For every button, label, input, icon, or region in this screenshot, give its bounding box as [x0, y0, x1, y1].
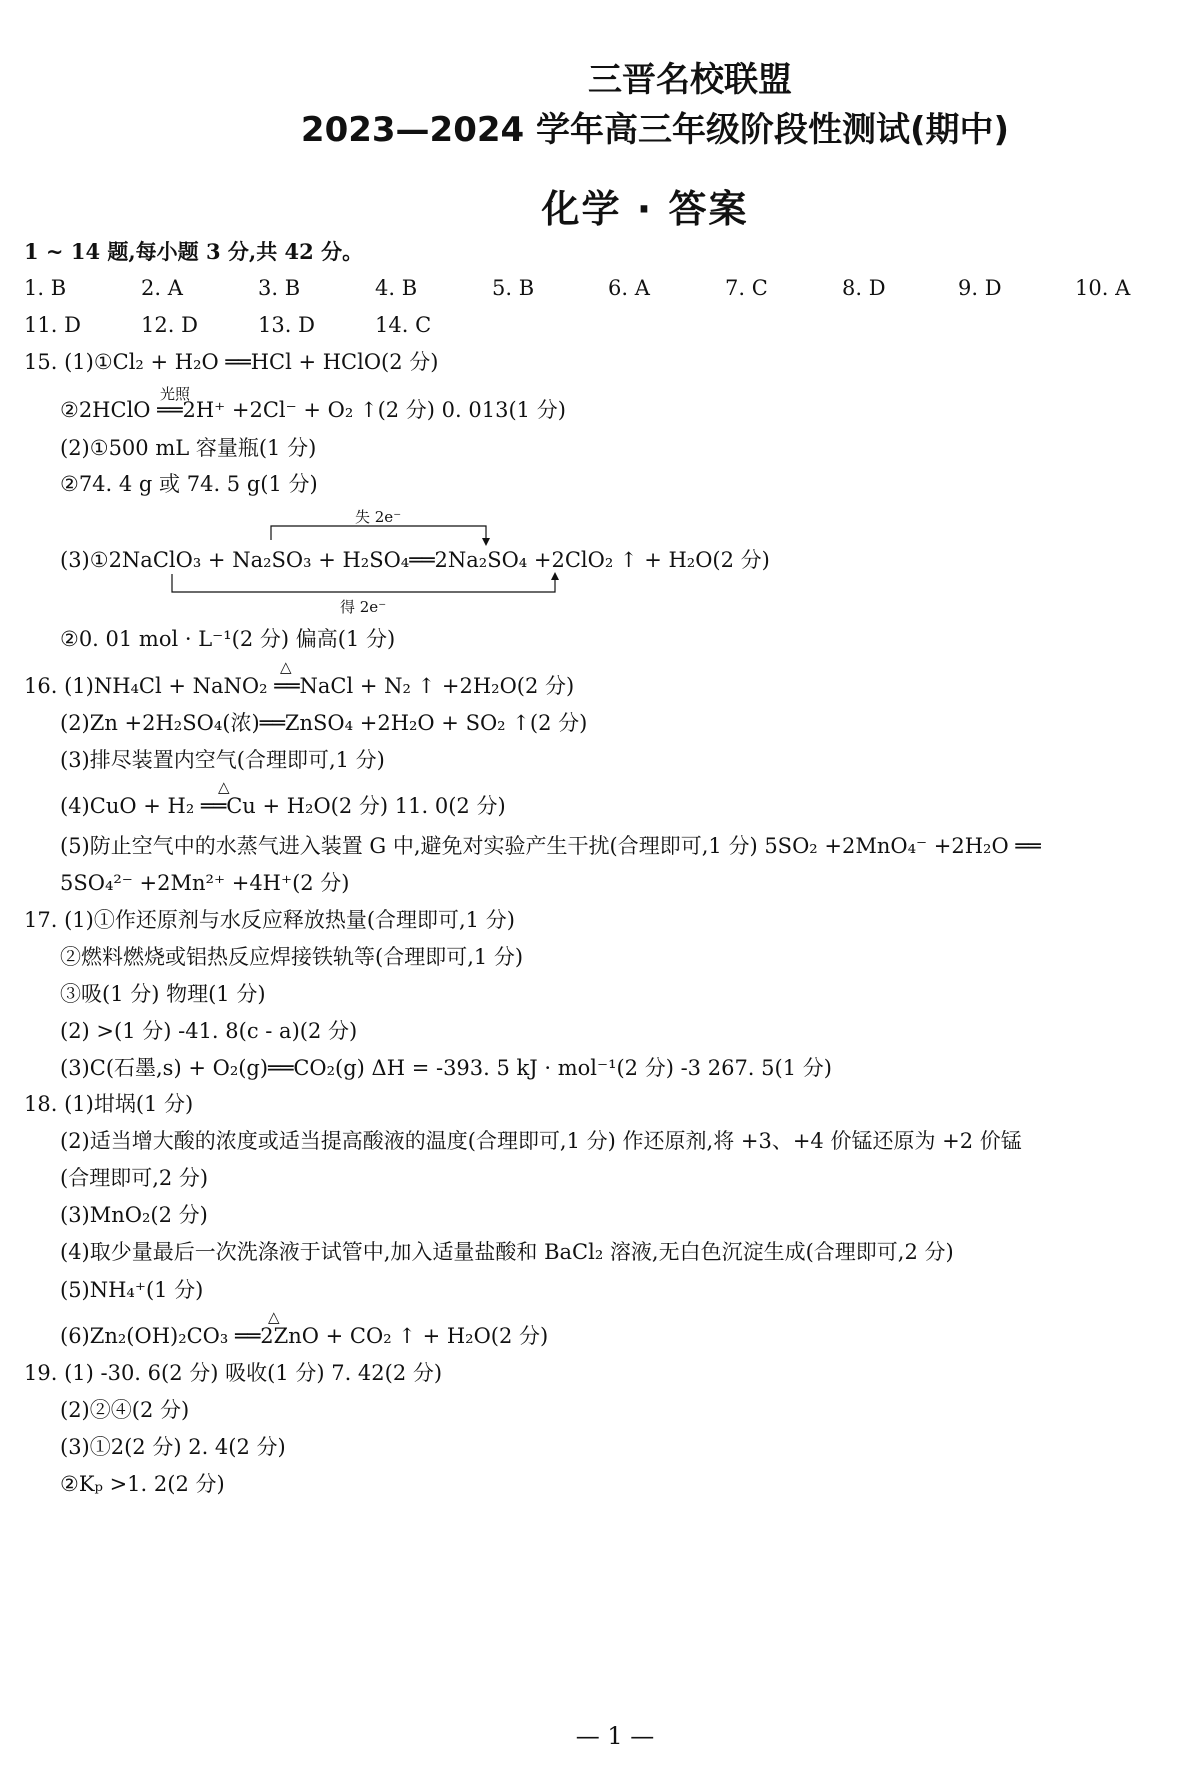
subject-title: 化学 · 答案 — [541, 187, 749, 231]
q15-line4: ②74. 4 g 或 74. 5 g(1 分) — [60, 472, 318, 496]
mc-answer: 11. D — [24, 313, 81, 337]
mc-answer: 4. B — [375, 276, 418, 300]
exam-title: 2023—2024 学年高三年级阶段性测试(期中) — [300, 110, 1010, 150]
q15-line6: ②0. 01 mol · L⁻¹(2 分) 偏高(1 分) — [60, 627, 396, 651]
mc-answer: 1. B — [24, 276, 67, 300]
q15-gain-electrons: 得 2e⁻ — [340, 598, 387, 616]
mc-answer: 5. B — [492, 276, 535, 300]
q18-line6: (5)NH₄⁺(1 分) — [60, 1278, 204, 1302]
q15-line2: ②2HClO ══2H⁺ +2Cl⁻ + O₂ ↑(2 分) 0. 013(1 分) — [60, 398, 566, 422]
mc-answer: 13. D — [258, 313, 315, 337]
q15-condition: 光照 — [160, 385, 191, 403]
q19-line4: ②Kₚ >1. 2(2 分) — [60, 1472, 225, 1496]
q17-line2: ②燃料燃烧或铝热反应焊接铁轨等(合理即可,1 分) — [60, 945, 524, 969]
q17-line1: 17. (1)①作还原剂与水反应释放热量(合理即可,1 分) — [24, 908, 515, 932]
mc-answer: 2. A — [141, 276, 183, 300]
q18-line3: (合理即可,2 分) — [60, 1166, 209, 1190]
mc-answer: 8. D — [842, 276, 886, 300]
q16-line5: (5)防止空气中的水蒸气进入装置 G 中,避免对实验产生干扰(合理即可,1 分) 5SO₂ +2MnO₄⁻ +2H₂O ══ — [60, 834, 1041, 858]
q16-line6: 5SO₄²⁻ +2Mn²⁺ +4H⁺(2 分) — [60, 871, 350, 895]
q17-line4: (2) >(1 分) -41. 8(c - a)(2 分) — [60, 1019, 358, 1043]
mc-answer: 7. C — [725, 276, 768, 300]
q15-lose-electrons: 失 2e⁻ — [355, 508, 402, 526]
q16-line1: 16. (1)NH₄Cl + NaNO₂ ══NaCl + N₂ ↑ +2H₂O(2 分) — [24, 674, 575, 698]
alliance-title: 三晋名校联盟 — [588, 60, 792, 100]
q17-line5: (3)C(石墨,s) + O₂(g)══CO₂(g) ΔH = -393. 5 kJ · mol⁻¹(2 分) -3 267. 5(1 分) — [60, 1056, 832, 1080]
q19-line3: (3)①2(2 分) 2. 4(2 分) — [60, 1435, 286, 1459]
q15-line1: 15. (1)①Cl₂ + H₂O ══HCl + HClO(2 分) — [24, 350, 439, 374]
q19-line1: 19. (1) -30. 6(2 分) 吸收(1 分) 7. 42(2 分) — [24, 1361, 443, 1385]
q16-line2: (2)Zn +2H₂SO₄(浓)══ZnSO₄ +2H₂O + SO₂ ↑(2 分) — [60, 711, 588, 735]
q18-line4: (3)MnO₂(2 分) — [60, 1203, 208, 1227]
page-number: — 1 — — [575, 1722, 655, 1750]
q18-line2: (2)适当增大酸的浓度或适当提高酸液的温度(合理即可,1 分) 作还原剂,将 +3、+4 价锰还原为 +2 价锰 — [60, 1129, 1022, 1153]
q16-heat-condition: △ — [280, 658, 292, 676]
mc-answer: 14. C — [375, 313, 432, 337]
mc-answer: 9. D — [958, 276, 1002, 300]
q16-line4: (4)CuO + H₂ ══Cu + H₂O(2 分) 11. 0(2 分) — [60, 794, 506, 818]
q18-line7: (6)Zn₂(OH)₂CO₃ ══2ZnO + CO₂ ↑ + H₂O(2 分) — [60, 1324, 549, 1348]
mc-instruction: 1 ~ 14 题,每小题 3 分,共 42 分。 — [24, 239, 364, 264]
mc-answer: 3. B — [258, 276, 301, 300]
q18-line5: (4)取少量最后一次洗涤液于试管中,加入适量盐酸和 BaCl₂ 溶液,无白色沉淀生成(合理即可,2 分) — [60, 1240, 954, 1264]
mc-answer: 6. A — [608, 276, 650, 300]
q18-heat-condition: △ — [268, 1308, 280, 1326]
q18-line1: 18. (1)坩埚(1 分) — [24, 1092, 194, 1116]
q15-line5: (3)①2NaClO₃ + Na₂SO₃ + H₂SO₄══2Na₂SO₄ +2ClO₂ ↑ + H₂O(2 分) — [60, 548, 770, 572]
mc-answer: 10. A — [1075, 276, 1131, 300]
q19-line2: (2)②④(2 分) — [60, 1398, 190, 1422]
q16-line3: (3)排尽装置内空气(合理即可,1 分) — [60, 748, 385, 772]
mc-answer: 12. D — [141, 313, 198, 337]
q17-line3: ③吸(1 分) 物理(1 分) — [60, 982, 266, 1006]
q15-line3: (2)①500 mL 容量瓶(1 分) — [60, 436, 317, 460]
q16-heat-condition: △ — [218, 778, 230, 796]
